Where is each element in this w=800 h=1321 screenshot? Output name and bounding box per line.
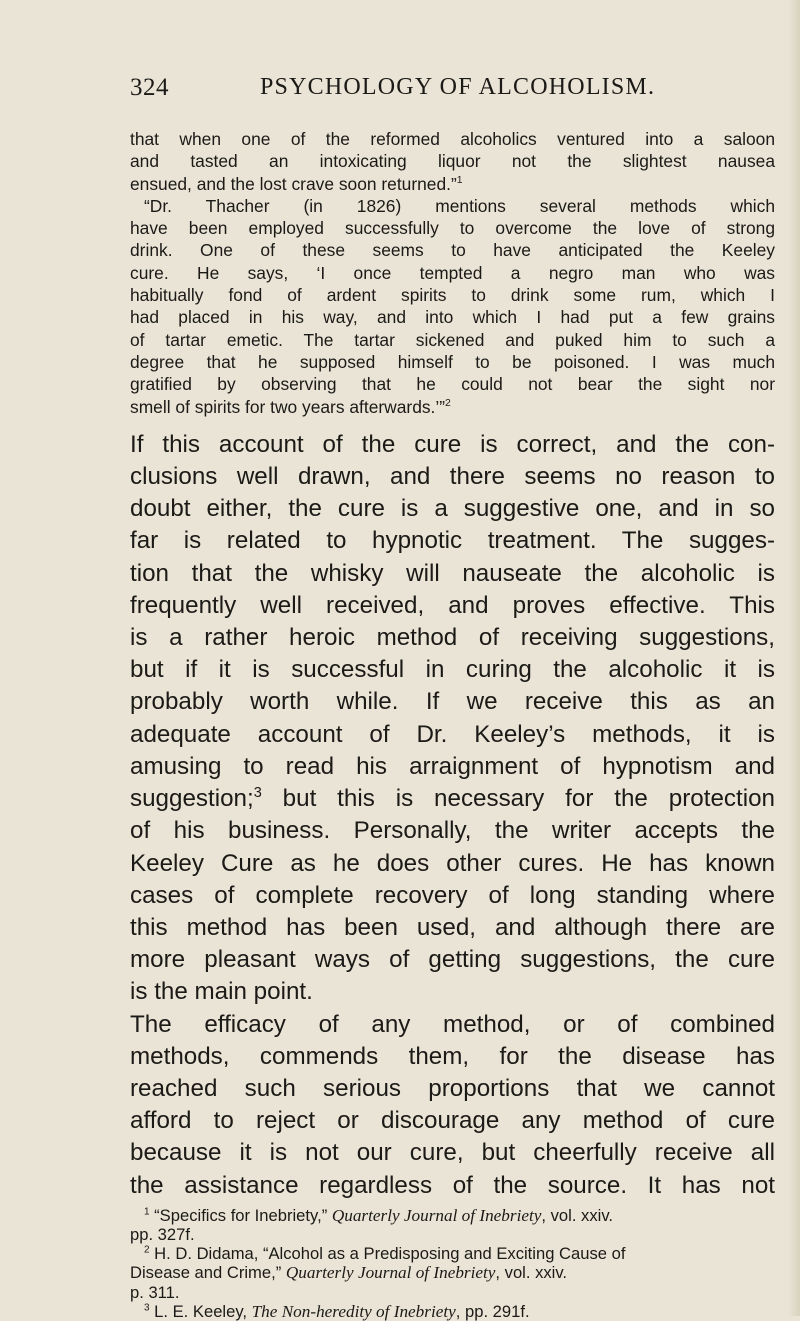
- line-text: clusions well drawn, and there seems no reason to: [130, 463, 775, 491]
- line-text: Keeley Cure as he does other cures. He has known: [130, 849, 775, 877]
- footnote-ref: 3: [253, 785, 262, 802]
- footnote-line: [130, 1302, 775, 1321]
- line-text: adequate account of Dr. Keeley’s methods, it is: [130, 720, 775, 748]
- text-line: [130, 239, 775, 261]
- text-line: [130, 1105, 775, 1137]
- page-header: [130, 74, 690, 106]
- text-line: [130, 329, 775, 351]
- text-line: [130, 751, 775, 783]
- footnote-line: pp. 327f.: [130, 1224, 195, 1244]
- text-line: [130, 912, 775, 944]
- footnote-line: [130, 1263, 775, 1282]
- footnote-text: H. D. Didama, “Alcohol as a Predisposing and Exciting Cause of: [149, 1244, 626, 1264]
- text-line: [130, 150, 775, 172]
- line-text: had placed in his way, and into which I had put a few grains: [130, 307, 775, 328]
- footnote: [130, 1206, 775, 1244]
- text-line: [130, 590, 775, 622]
- footnote-line: [130, 1244, 775, 1263]
- line-text: smell of spirits for two years afterwards.’”: [130, 396, 446, 417]
- line-text: reached such serious proportions that we cannot: [130, 1074, 775, 1102]
- main-text: [130, 429, 775, 1202]
- line-text: afford to reject or discourage any method of cure: [130, 1107, 775, 1135]
- text-line: [130, 128, 775, 150]
- footnote-line: p. 311.: [130, 1282, 180, 1302]
- paragraph: [130, 1009, 775, 1202]
- footnote-text: Disease and Crime,”: [130, 1263, 286, 1283]
- line-text: but this is necessary for the protection: [261, 785, 775, 813]
- line-text: cure. He says, ‘I once tempted a negro man who was: [130, 262, 775, 283]
- text-line: [130, 373, 775, 395]
- journal-title: Quarterly Journal of Inebriety: [285, 1263, 496, 1283]
- journal-title: Quarterly Journal of Inebriety: [331, 1205, 542, 1225]
- text-line: [130, 195, 775, 217]
- line-text: but if it is successful in curing the alcoholic it is: [130, 656, 775, 684]
- footnote-text: , vol. xxiv.: [495, 1263, 568, 1283]
- text-line: [130, 351, 775, 373]
- text-line: [130, 686, 775, 718]
- line-text: frequently well received, and proves effective. This: [130, 591, 775, 619]
- line-text: cases of complete recovery of long standing where: [130, 881, 775, 909]
- text-line: [130, 306, 775, 328]
- text-line: [130, 654, 775, 686]
- line-text: have been employed successfully to overcome the love of strong: [130, 218, 775, 239]
- footnote-number: 2: [144, 1244, 150, 1256]
- line-text: amusing to read his arraignment of hypnotism and: [130, 752, 775, 780]
- text-line: [130, 1137, 775, 1169]
- text-line: [130, 944, 775, 976]
- text-line: [130, 783, 775, 815]
- footnotes: [130, 1206, 775, 1321]
- line-text: gratified by observing that he could not bear the sight nor: [130, 374, 775, 395]
- journal-title: The Non-heredity of Inebriety: [251, 1301, 456, 1321]
- line-text: tion that the whisky will nauseate the alcoholic is: [130, 559, 775, 587]
- line-text: The efficacy of any method, or of combined: [130, 1010, 775, 1038]
- line-text: probably worth while. If we receive this as an: [130, 688, 775, 716]
- text-line: [130, 217, 775, 239]
- line-text: that when one of the reformed alcoholics ventured into a saloon: [130, 129, 775, 149]
- text-line: [130, 976, 775, 1008]
- line-text: “Dr. Thacher (in 1826) mentions several methods which: [144, 195, 775, 216]
- footnote-text: “Specifics for Inebriety,”: [149, 1205, 332, 1225]
- footnote-ref: 1: [456, 174, 463, 186]
- text-line: [130, 461, 775, 493]
- line-text: degree that he supposed himself to be poisoned. I was much: [130, 351, 775, 372]
- line-text: doubt either, the cure is a suggestive one, and in so: [130, 495, 775, 523]
- footnote: [130, 1244, 775, 1302]
- footnote-number: 3: [144, 1302, 150, 1314]
- text-line: [130, 525, 775, 557]
- line-text: the assistance regardless of the source. It has not: [130, 1171, 775, 1199]
- page-edge-shadow: [788, 0, 800, 1316]
- line-text: ensued, and the lost crave soon returned.”: [130, 173, 457, 194]
- quoted-passage: [130, 128, 775, 418]
- text-line: [130, 262, 775, 284]
- text-line: [130, 719, 775, 751]
- footnote-text: , pp. 291f.: [455, 1301, 530, 1321]
- text-line: [130, 396, 775, 418]
- line-text: more pleasant ways of getting suggestions, the cure: [130, 946, 775, 974]
- text-line: [130, 815, 775, 847]
- text-line: [130, 284, 775, 306]
- paragraph: [130, 429, 775, 1009]
- line-text: because it is not our cure, but cheerfully receive all: [130, 1139, 775, 1167]
- text-line: [130, 1041, 775, 1073]
- text-line: [130, 493, 775, 525]
- line-text: this method has been used, and although there are: [130, 913, 775, 941]
- line-text: methods, commends them, for the disease has: [130, 1042, 775, 1070]
- footnote-ref: 2: [445, 397, 451, 409]
- footnote: [130, 1302, 775, 1321]
- line-text: If this account of the cure is correct, and the con-: [130, 430, 775, 458]
- footnote-text: , vol. xxiv.: [541, 1205, 613, 1225]
- text-line: [130, 848, 775, 880]
- paragraph: [130, 128, 775, 195]
- line-text: of his business. Personally, the writer accepts the: [130, 817, 775, 845]
- text-line: [130, 622, 775, 654]
- text-line: [130, 880, 775, 912]
- line-text: habitually fond of ardent spirits to drink some rum, which I: [130, 285, 775, 306]
- running-head: PSYCHOLOGY OF ALCOHOLISM.: [260, 74, 656, 100]
- paragraph: [130, 195, 775, 418]
- text-line: [130, 1170, 775, 1202]
- text-line: [130, 429, 775, 461]
- text-line: [130, 1009, 775, 1041]
- footnote-number: 1: [144, 1206, 150, 1218]
- page-number: 324: [130, 74, 169, 101]
- line-text: of tartar emetic. The tartar sickened and puked him to such a: [130, 329, 775, 350]
- line-text: drink. One of these seems to have anticipated the Keeley: [130, 240, 775, 261]
- line-text: is the main point.: [130, 978, 313, 1006]
- line-text: far is related to hypnotic treatment. The sugges-: [130, 527, 775, 555]
- line-text: suggestion;: [130, 785, 254, 813]
- line-text: is a rather heroic method of receiving suggestions,: [130, 624, 775, 652]
- text-line: [130, 1073, 775, 1105]
- line-text: and tasted an intoxicating liquor not the slightest nausea: [130, 151, 775, 172]
- text-line: [130, 558, 775, 590]
- text-line: [130, 173, 775, 195]
- footnote-line: [130, 1206, 775, 1225]
- footnote-text: L. E. Keeley,: [149, 1301, 252, 1321]
- body-text: [130, 128, 775, 1321]
